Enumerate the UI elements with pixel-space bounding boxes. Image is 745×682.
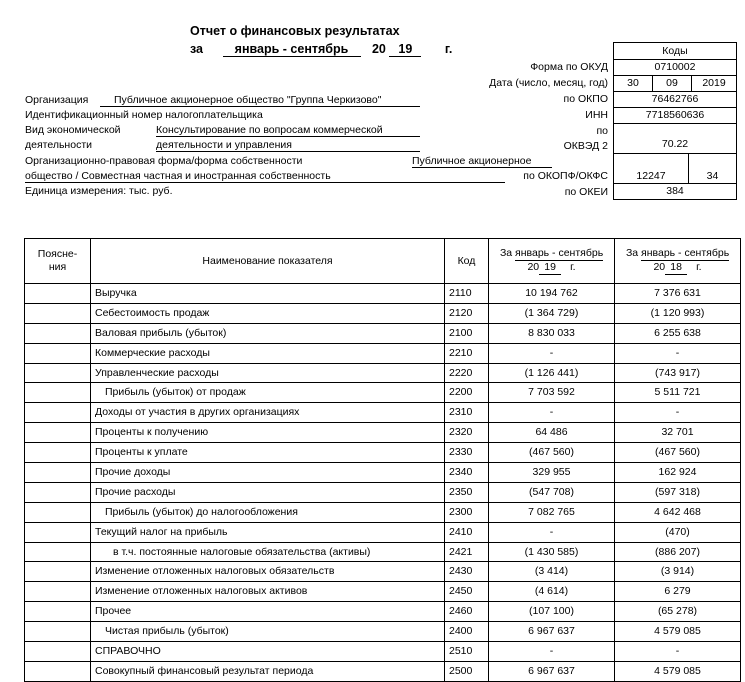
okved-value: 70.22 — [613, 123, 737, 154]
table-row — [25, 562, 741, 582]
row-name-cell: Изменение отложенных налоговых активов — [91, 582, 445, 602]
row-notes-cell — [25, 522, 91, 542]
row-name-cell: Прочее — [91, 602, 445, 622]
col2-za: За — [625, 247, 639, 259]
row-value-previous: 7 376 631 — [615, 284, 741, 304]
opf-value-1: Публичное акционерное — [412, 155, 552, 168]
col2-prefix: 20 — [653, 261, 666, 273]
row-name-cell: Текущий налог на прибыль — [91, 522, 445, 542]
row-value-previous: 4 642 468 — [615, 502, 741, 522]
col2-period: январь - сентябрь — [641, 247, 730, 259]
row-code-cell: 2110 — [445, 284, 489, 304]
row-code-cell: 2120 — [445, 303, 489, 323]
row-name-cell: Валовая прибыль (убыток) — [91, 323, 445, 343]
row-code-cell: 2330 — [445, 443, 489, 463]
period-months: январь - сентябрь — [223, 42, 361, 57]
col-code-header: Код — [445, 239, 489, 284]
row-name-cell: Проценты к уплате — [91, 443, 445, 463]
row-value-current: - — [489, 522, 615, 542]
row-notes-cell — [25, 363, 91, 383]
row-value-previous: - — [615, 642, 741, 662]
col2-year: 18 — [665, 261, 687, 275]
table-row — [25, 642, 741, 662]
okved-label: ОКВЭД 2 — [563, 140, 608, 152]
row-notes-cell — [25, 343, 91, 363]
row-code-cell: 2100 — [445, 323, 489, 343]
inn-value: 7718560636 — [613, 107, 737, 124]
row-notes-cell — [25, 423, 91, 443]
period-za: за — [190, 42, 204, 56]
row-code-cell: 2200 — [445, 383, 489, 403]
row-code-cell: 2450 — [445, 582, 489, 602]
row-value-previous: (3 914) — [615, 562, 741, 582]
row-value-previous: (743 917) — [615, 363, 741, 383]
row-value-current: - — [489, 642, 615, 662]
row-value-previous: 32 701 — [615, 423, 741, 443]
row-name-cell: Прочие доходы — [91, 463, 445, 483]
row-value-current: 6 967 637 — [489, 661, 615, 681]
row-name-cell: в т.ч. постоянные налоговые обязательства (активы) — [91, 542, 445, 562]
row-value-previous: (886 207) — [615, 542, 741, 562]
report-title: Отчет о финансовых результатах — [190, 24, 400, 38]
col-name-header: Наименование показателя — [91, 239, 445, 284]
table-row — [25, 482, 741, 502]
row-name-cell: Изменение отложенных налоговых обязательств — [91, 562, 445, 582]
row-value-current: (3 414) — [489, 562, 615, 582]
row-name-cell: Коммерческие расходы — [91, 343, 445, 363]
row-value-current: - — [489, 403, 615, 423]
row-name-cell: Выручка — [91, 284, 445, 304]
row-code-cell: 2430 — [445, 562, 489, 582]
row-code-cell: 2500 — [445, 661, 489, 681]
row-notes-cell — [25, 642, 91, 662]
table-row — [25, 443, 741, 463]
activity-value-1: Консультирование по вопросам коммерческой — [156, 124, 420, 137]
row-name-cell: СПРАВОЧНО — [91, 642, 445, 662]
row-notes-cell — [25, 542, 91, 562]
codes-title: Коды — [613, 42, 737, 60]
table-row — [25, 622, 741, 642]
row-name-cell: Чистая прибыль (убыток) — [91, 622, 445, 642]
table-row — [25, 582, 741, 602]
col1-period: январь - сентябрь — [515, 247, 604, 259]
row-notes-cell — [25, 502, 91, 522]
okud-label: Форма по ОКУД — [530, 61, 608, 73]
okei-value: 384 — [613, 183, 737, 200]
row-notes-cell — [25, 562, 91, 582]
activity-label-2: деятельности — [25, 139, 92, 151]
row-name-cell: Прочие расходы — [91, 482, 445, 502]
report-period-line — [190, 42, 452, 57]
org-value: Публичное акционерное общество "Группа Черкизово" — [100, 94, 420, 107]
okpo-value: 76462766 — [613, 91, 737, 108]
table-row — [25, 502, 741, 522]
row-name-cell: Проценты к получению — [91, 423, 445, 443]
col-notes-header: Поясне- ния — [25, 239, 91, 284]
opf-label-1: Организационно-правовая форма/форма собственности — [25, 155, 303, 167]
row-value-previous: 6 279 — [615, 582, 741, 602]
row-code-cell: 2340 — [445, 463, 489, 483]
table-row — [25, 343, 741, 363]
row-notes-cell — [25, 323, 91, 343]
row-value-current: (107 100) — [489, 602, 615, 622]
period-year-prefix: 20 — [371, 42, 386, 56]
row-value-previous: (65 278) — [615, 602, 741, 622]
row-value-current: 7 082 765 — [489, 502, 615, 522]
period-year-g: г. — [444, 42, 453, 56]
row-notes-cell — [25, 443, 91, 463]
row-code-cell: 2310 — [445, 403, 489, 423]
row-name-cell: Себестоимость продаж — [91, 303, 445, 323]
row-value-current: 10 194 762 — [489, 284, 615, 304]
row-value-previous: (467 560) — [615, 443, 741, 463]
row-value-current: (1 126 441) — [489, 363, 615, 383]
col1-g: г. — [570, 261, 576, 273]
col1-year: 19 — [539, 261, 561, 275]
col2-g: г. — [696, 261, 702, 273]
row-value-previous: 6 255 638 — [615, 323, 741, 343]
okfs-value: 34 — [688, 153, 737, 184]
row-value-current: 7 703 592 — [489, 383, 615, 403]
unit-label: Единица измерения: тыс. руб. — [25, 185, 173, 197]
row-value-previous: (470) — [615, 522, 741, 542]
row-value-current: 6 967 637 — [489, 622, 615, 642]
row-notes-cell — [25, 284, 91, 304]
row-code-cell: 2460 — [445, 602, 489, 622]
row-value-previous: 162 924 — [615, 463, 741, 483]
row-value-current: (467 560) — [489, 443, 615, 463]
table-row — [25, 542, 741, 562]
row-value-previous: (597 318) — [615, 482, 741, 502]
row-value-current: 64 486 — [489, 423, 615, 443]
row-value-current: (547 708) — [489, 482, 615, 502]
row-value-previous: 4 579 085 — [615, 622, 741, 642]
row-name-cell: Прибыль (убыток) от продаж — [91, 383, 445, 403]
col1-za: За — [499, 247, 513, 259]
row-notes-cell — [25, 661, 91, 681]
row-name-cell: Управленческие расходы — [91, 363, 445, 383]
table-row — [25, 403, 741, 423]
col-period2-header — [615, 239, 741, 284]
okpo-label: по ОКПО — [563, 93, 608, 105]
table-row — [25, 284, 741, 304]
inn-code-label: ИНН — [585, 109, 608, 121]
date-label: Дата (число, месяц, год) — [489, 77, 608, 89]
org-label: Организация — [25, 94, 89, 106]
col1-prefix: 20 — [527, 261, 540, 273]
row-code-cell: 2300 — [445, 502, 489, 522]
row-code-cell: 2350 — [445, 482, 489, 502]
table-row — [25, 323, 741, 343]
row-value-current: 329 955 — [489, 463, 615, 483]
date-year: 2019 — [691, 75, 737, 92]
inn-label: Идентификационный номер налогоплательщика — [25, 109, 263, 121]
row-value-current: (1 364 729) — [489, 303, 615, 323]
row-value-previous: - — [615, 343, 741, 363]
okopf-label: по ОКОПФ/ОКФС — [523, 170, 608, 182]
table-row — [25, 363, 741, 383]
row-value-previous: 5 511 721 — [615, 383, 741, 403]
table-row — [25, 303, 741, 323]
okved-label-top: по — [596, 125, 608, 137]
row-value-current: - — [489, 343, 615, 363]
row-value-previous: (1 120 993) — [615, 303, 741, 323]
okud-value: 0710002 — [613, 59, 737, 76]
opf-label-2: общество / Совместная частная и иностранная собственность — [25, 170, 505, 183]
row-code-cell: 2220 — [445, 363, 489, 383]
col-period1-header — [489, 239, 615, 284]
row-notes-cell — [25, 383, 91, 403]
table-row — [25, 383, 741, 403]
row-value-current: 8 830 033 — [489, 323, 615, 343]
activity-label-1: Вид экономической — [25, 124, 121, 136]
row-code-cell: 2421 — [445, 542, 489, 562]
row-code-cell: 2410 — [445, 522, 489, 542]
row-name-cell: Прибыль (убыток) до налогообложения — [91, 502, 445, 522]
row-notes-cell — [25, 403, 91, 423]
period-year: 19 — [389, 42, 421, 57]
row-name-cell: Совокупный финансовый результат периода — [91, 661, 445, 681]
table-row — [25, 661, 741, 681]
row-notes-cell — [25, 602, 91, 622]
row-notes-cell — [25, 482, 91, 502]
row-notes-cell — [25, 582, 91, 602]
okopf-value: 12247 — [613, 153, 689, 184]
financial-results-table — [24, 238, 741, 682]
row-code-cell: 2210 — [445, 343, 489, 363]
row-name-cell: Доходы от участия в других организациях — [91, 403, 445, 423]
table-header-row — [25, 239, 741, 284]
row-code-cell: 2510 — [445, 642, 489, 662]
table-row — [25, 522, 741, 542]
table-row — [25, 602, 741, 622]
table-row — [25, 423, 741, 443]
row-notes-cell — [25, 463, 91, 483]
activity-value-2: деятельности и управления — [156, 139, 420, 152]
table-row — [25, 463, 741, 483]
row-notes-cell — [25, 622, 91, 642]
date-day: 30 — [613, 75, 653, 92]
date-month: 09 — [652, 75, 692, 92]
row-value-previous: 4 579 085 — [615, 661, 741, 681]
row-code-cell: 2400 — [445, 622, 489, 642]
row-code-cell: 2320 — [445, 423, 489, 443]
row-value-current: (1 430 585) — [489, 542, 615, 562]
row-value-previous: - — [615, 403, 741, 423]
row-value-current: (4 614) — [489, 582, 615, 602]
okei-label: по ОКЕИ — [564, 186, 608, 198]
row-notes-cell — [25, 303, 91, 323]
